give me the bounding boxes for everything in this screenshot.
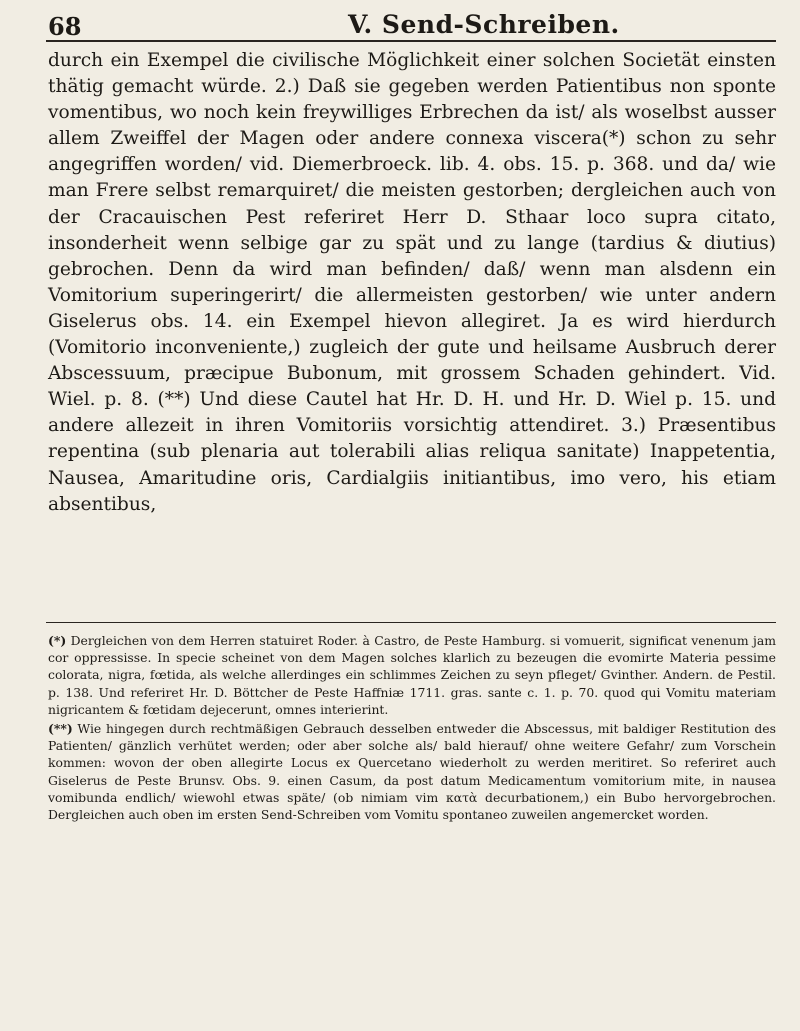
footnote-2-mark: (**): [48, 721, 73, 737]
footnotes: [48, 632, 776, 825]
footnote-2: [48, 720, 776, 823]
footnote-2-text: Wie hingegen durch rechtmäßigen Gebrauch desselben entweder die Abscessus, mit baldiger Restitution des Patienten/ gänzlich verhütet werden; oder aber solche als/ bald hierauf/ ohne weitere Gefahr/ zum Vorschein kommen: wovon der oben allegirte Locus ex Quercetano wiederholt zu werden meritiret. So referiret auch Giselerus de Peste Brunsv. Obs. 9. einen Casum, da post datum Medicamentum vomitorium mite, in nausea vomibunda endlich/ wiewohl etwas späte/ (ob nimiam vim κατὰ decurbationem,) ein Bubo hervorgebrochen. Dergleichen auch oben im ersten Send-Schreiben vom Vomitu spontaneo zuweilen angemercket worden.: [48, 721, 776, 823]
main-paragraph: durch ein Exempel die civilische Möglichkeit einer solchen Societät einsten thätig gemacht würde. 2.) Daß sie gegeben werden Patientibus non sponte vomentibus, wo noch kein freywilliges Erbrechen da ist/ als woselbst ausser allem Zweiffel der Magen oder andere connexa viscera(*) schon zu sehr angegriffen worden/ vid. Diemerbroeck. lib. 4. obs. 15. p. 368. und da/ wie man Frere selbst remarquiret/ die meisten gestorben; dergleichen auch von der Cracauischen Pest referiret Herr D. Sthaar loco supra citato, insonderheit wenn selbige gar zu spät und zu lange (tardius & diutius) gebrochen. Denn da wird man befinden/ daß/ wenn man alsdenn ein Vomitorium superingerirt/ die allermeisten gestorben/ wie unter andern Giselerus obs. 14. ein Exempel hievon allegiret. Ja es wird hierdurch (Vomitorio inconveniente,) zugleich der gute und heilsame Ausbruch derer Abscessuum, præcipue Bubonum, mit grossem Schaden gehindert. Vid. Wiel. p. 8. (**) Und diese Cautel hat Hr. D. H. und Hr. D. Wiel p. 15. und andere allezeit in ihren Vomitoriis vorsichtig attendiret. 3.) Præsentibus repentina (sub plenaria aut tolerabili alias reliqua sanitate) Inappetentia, Nausea, Amaritudine oris, Cardialgiis initiantibus, imo vero, his etiam absentibus,: [48, 50, 776, 515]
main-text: [48, 48, 776, 518]
footnote-rule: [46, 622, 776, 623]
footnote-1-text: Dergleichen von dem Herren statuiret Roder. à Castro, de Peste Hamburg. si vomuerit, significat venenum jam cor oppressisse. In specie scheinet von dem Magen solches klarlich zu bezeugen die evomirte Materia pessime colorata, nigra, fœtida, als welche allerdinges ein schlimmes Zeichen zu seyn pfleget/ Gvinther. Andern. de Pestil. p. 138. Und referiret Hr. D. Böttcher de Peste Haffniæ 1711. gras. sante c. 1. p. 70. quod qui Vomitu materiam nigricantem & fœtidam dejecerunt, omnes interierint.: [48, 633, 776, 717]
footnote-1-mark: (*): [48, 633, 67, 648]
running-head: V. Send-Schreiben.: [348, 10, 620, 39]
page-number: 68: [48, 12, 82, 41]
footnote-1: [48, 632, 776, 718]
page-header: [48, 8, 773, 41]
header-rule: [46, 40, 776, 42]
